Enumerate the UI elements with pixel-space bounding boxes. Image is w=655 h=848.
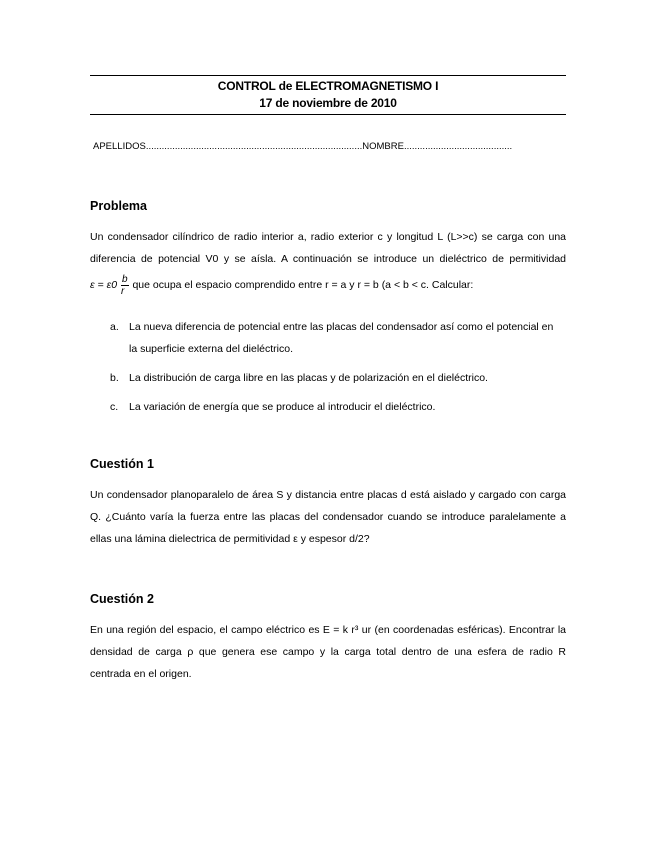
problema-item-c — [110, 396, 566, 418]
problema-statement — [90, 226, 566, 300]
cuestion2-line-1: En una región del espacio, el campo eléctrico es E = k r³ ur (en coordenadas esféricas). Encontrar la — [90, 624, 566, 636]
exam-date: 17 de noviembre de 2010 — [259, 96, 397, 110]
problema-item-b — [110, 367, 566, 389]
apellidos-blank: .................................................................................. — [145, 141, 363, 152]
cuestion2-heading: Cuestión 2 — [90, 592, 154, 606]
fraction-numerator: b — [121, 273, 128, 285]
bottom-rule — [90, 114, 566, 115]
nombre-label: NOMBRE — [362, 141, 404, 152]
item-c-line-1: La variación de energía que se produce al introducir el dieléctrico. — [129, 401, 436, 413]
cuestion2-line-3: centrada en el origen. — [90, 668, 192, 680]
problema-line-1: Un condensador cilíndrico de radio interior a, radio exterior c y longitud L (L>>c) se carga con una — [90, 231, 566, 243]
cuestion2-line-2: densidad de carga ρ que genera ese campo y la carga total dentro de una esfera de radio R — [90, 646, 566, 658]
apellidos-label: APELLIDOS — [93, 141, 146, 152]
item-label: b. — [110, 372, 119, 384]
problema-line-2: diferencia de potencial V0 y se aísla. A continuación se introduce un dieléctrico de permitividad — [90, 253, 566, 265]
cuestion1-statement — [90, 484, 566, 550]
problema-line-3 — [90, 270, 566, 300]
cuestion1-heading: Cuestión 1 — [90, 457, 154, 471]
cuestion1-line-3: ellas una lámina dielectrica de permitividad ε y espesor d/2? — [90, 533, 370, 545]
item-b-line-1: La distribución de carga libre en las placas y de polarización en el dieléctrico. — [129, 372, 488, 384]
problema-item-a — [110, 316, 566, 360]
problema-line-3-text: que ocupa el espacio comprendido entre r = a y r = b (a < b < c. Calcular: — [132, 279, 474, 291]
name-fields-line — [93, 141, 566, 152]
item-label: a. — [110, 321, 119, 333]
fraction-b-over-r — [121, 274, 129, 297]
top-rule — [90, 75, 566, 76]
cuestion2-statement — [90, 619, 566, 685]
item-a-line-2: la superficie externa del dieléctrico. — [129, 343, 294, 355]
permittivity-formula: ε = ε0 — [90, 279, 118, 291]
exam-title: CONTROL de ELECTROMAGNETISMO I — [217, 79, 439, 93]
fraction-denominator: r — [120, 285, 125, 297]
nombre-blank: ......................................... — [403, 141, 513, 152]
item-label: c. — [110, 401, 119, 413]
item-a-line-1: La nueva diferencia de potencial entre las placas del condensador así como el potencial en — [129, 321, 554, 333]
cuestion1-line-2: Q. ¿Cuánto varía la fuerza entre las placas del condensador cuando se introduce paralelamente a — [90, 511, 566, 523]
cuestion1-line-1: Un condensador planoparalelo de área S y distancia entre placas d está aislado y cargado con carga — [90, 489, 566, 501]
problema-heading: Problema — [90, 199, 147, 213]
